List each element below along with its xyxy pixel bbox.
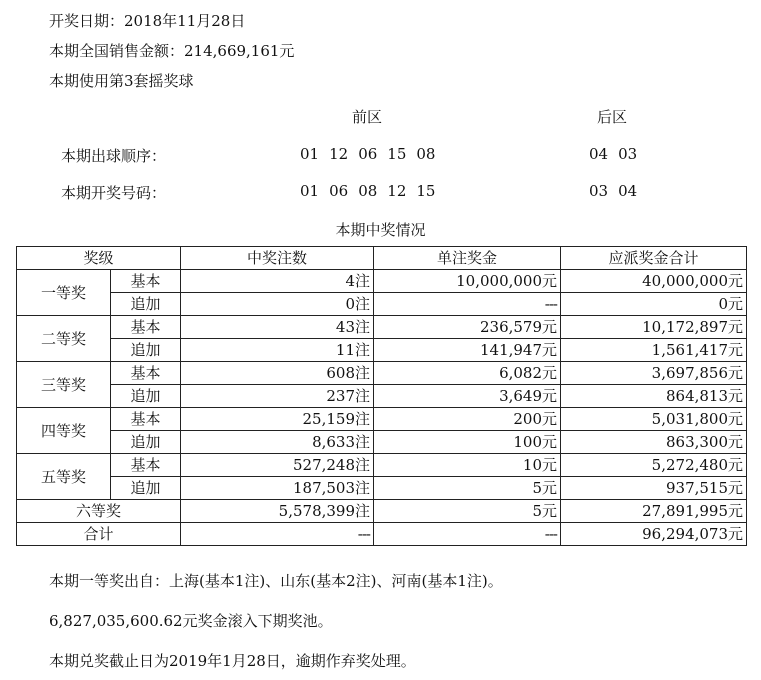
bet-type-cell: 基本 bbox=[111, 362, 181, 385]
bet-type-cell: 追加 bbox=[111, 293, 181, 316]
total-cell: 0元 bbox=[561, 293, 747, 316]
count-cell: 187,503注 bbox=[181, 477, 374, 500]
bet-type-cell: 追加 bbox=[111, 431, 181, 454]
bet-type-cell: 基本 bbox=[111, 316, 181, 339]
header-unit-prize: 单注奖金 bbox=[374, 247, 561, 270]
table-row bbox=[17, 477, 747, 500]
header-count: 中奖注数 bbox=[181, 247, 374, 270]
total-cell: 3,697,856元 bbox=[561, 362, 747, 385]
count-cell: 8,633注 bbox=[181, 431, 374, 454]
count-cell: 43注 bbox=[181, 316, 374, 339]
rollover-text: 6,827,035,600.62元奖金滚入下期奖池。 bbox=[49, 612, 333, 630]
unit-prize-cell: 5元 bbox=[374, 477, 561, 500]
bet-type-cell: 追加 bbox=[111, 339, 181, 362]
prize-level-cell: 五等奖 bbox=[17, 454, 111, 500]
total-cell: 864,813元 bbox=[561, 385, 747, 408]
table-total-row bbox=[17, 523, 747, 546]
bet-type-cell: 基本 bbox=[111, 270, 181, 293]
table-row bbox=[17, 500, 747, 523]
ball-number: 06 bbox=[358, 145, 378, 163]
count-cell: 237注 bbox=[181, 385, 374, 408]
claim-deadline-text: 本期兑奖截止日为2019年1月28日，逾期作弃奖处理。 bbox=[49, 652, 416, 670]
table-row bbox=[17, 431, 747, 454]
ball-number: 15 bbox=[387, 145, 407, 163]
total-cell: 10,172,897元 bbox=[561, 316, 747, 339]
unit-prize-cell: 236,579元 bbox=[374, 316, 561, 339]
bet-type-cell: 追加 bbox=[111, 477, 181, 500]
unit-prize-cell: 10元 bbox=[374, 454, 561, 477]
count-cell: --- bbox=[181, 523, 374, 546]
unit-prize-cell: 5元 bbox=[374, 500, 561, 523]
ball-number: 12 bbox=[329, 145, 349, 163]
total-cell: 5,031,800元 bbox=[561, 408, 747, 431]
unit-prize-cell: 100元 bbox=[374, 431, 561, 454]
sum-label-cell: 合计 bbox=[17, 523, 181, 546]
prize-level-cell: 三等奖 bbox=[17, 362, 111, 408]
total-cell: 1,561,417元 bbox=[561, 339, 747, 362]
ball-number: 08 bbox=[358, 182, 378, 200]
table-header-row bbox=[17, 247, 747, 270]
prize-level-cell: 六等奖 bbox=[17, 500, 181, 523]
ball-set-text: 本期使用第3套摇奖球 bbox=[49, 72, 194, 90]
ball-number: 04 bbox=[618, 182, 638, 200]
prize-level-cell: 一等奖 bbox=[17, 270, 111, 316]
total-cell: 27,891,995元 bbox=[561, 500, 747, 523]
unit-prize-cell: 3,649元 bbox=[374, 385, 561, 408]
table-row bbox=[17, 293, 747, 316]
front-zone-header: 前区 bbox=[352, 108, 383, 126]
table-row bbox=[17, 454, 747, 477]
prize-level-cell: 四等奖 bbox=[17, 408, 111, 454]
total-cell: 96,294,073元 bbox=[561, 523, 747, 546]
winning-front-numbers bbox=[300, 182, 435, 200]
back-zone-header: 后区 bbox=[597, 108, 628, 126]
ball-number: 12 bbox=[387, 182, 407, 200]
ball-number: 01 bbox=[300, 182, 320, 200]
total-cell: 5,272,480元 bbox=[561, 454, 747, 477]
table-row bbox=[17, 316, 747, 339]
table-row bbox=[17, 408, 747, 431]
ball-number: 06 bbox=[329, 182, 349, 200]
draw-date-text: 开奖日期：2018年11月28日 bbox=[49, 12, 246, 30]
unit-prize-cell: 141,947元 bbox=[374, 339, 561, 362]
ball-number: 04 bbox=[589, 145, 609, 163]
bet-type-cell: 基本 bbox=[111, 408, 181, 431]
prize-level-cell: 二等奖 bbox=[17, 316, 111, 362]
unit-prize-cell: --- bbox=[374, 293, 561, 316]
draw-order-back-numbers bbox=[589, 145, 637, 163]
count-cell: 4注 bbox=[181, 270, 374, 293]
ball-number: 01 bbox=[300, 145, 320, 163]
draw-order-label: 本期出球顺序： bbox=[61, 147, 167, 165]
ball-number: 03 bbox=[589, 182, 609, 200]
unit-prize-cell: --- bbox=[374, 523, 561, 546]
winning-back-numbers bbox=[589, 182, 637, 200]
count-cell: 527,248注 bbox=[181, 454, 374, 477]
ball-number: 15 bbox=[416, 182, 436, 200]
count-cell: 25,159注 bbox=[181, 408, 374, 431]
header-total: 应派奖金合计 bbox=[561, 247, 747, 270]
prize-table-title: 本期中奖情况 bbox=[335, 221, 426, 239]
unit-prize-cell: 6,082元 bbox=[374, 362, 561, 385]
bet-type-cell: 追加 bbox=[111, 385, 181, 408]
count-cell: 0注 bbox=[181, 293, 374, 316]
winning-numbers-label: 本期开奖号码： bbox=[61, 184, 167, 202]
table-row bbox=[17, 339, 747, 362]
ball-number: 08 bbox=[416, 145, 436, 163]
count-cell: 5,578,399注 bbox=[181, 500, 374, 523]
total-cell: 40,000,000元 bbox=[561, 270, 747, 293]
count-cell: 608注 bbox=[181, 362, 374, 385]
total-cell: 937,515元 bbox=[561, 477, 747, 500]
ball-number: 03 bbox=[618, 145, 638, 163]
sales-amount-text: 本期全国销售金额：214,669,161元 bbox=[49, 42, 295, 60]
bet-type-cell: 基本 bbox=[111, 454, 181, 477]
count-cell: 11注 bbox=[181, 339, 374, 362]
table-row bbox=[17, 385, 747, 408]
table-row bbox=[17, 270, 747, 293]
prize-table bbox=[16, 246, 747, 546]
total-cell: 863,300元 bbox=[561, 431, 747, 454]
table-row bbox=[17, 362, 747, 385]
unit-prize-cell: 10,000,000元 bbox=[374, 270, 561, 293]
header-level: 奖级 bbox=[17, 247, 181, 270]
draw-order-front-numbers bbox=[300, 145, 435, 163]
first-prize-origin-text: 本期一等奖出自：上海(基本1注)、山东(基本2注)、河南(基本1注)。 bbox=[49, 572, 503, 590]
unit-prize-cell: 200元 bbox=[374, 408, 561, 431]
